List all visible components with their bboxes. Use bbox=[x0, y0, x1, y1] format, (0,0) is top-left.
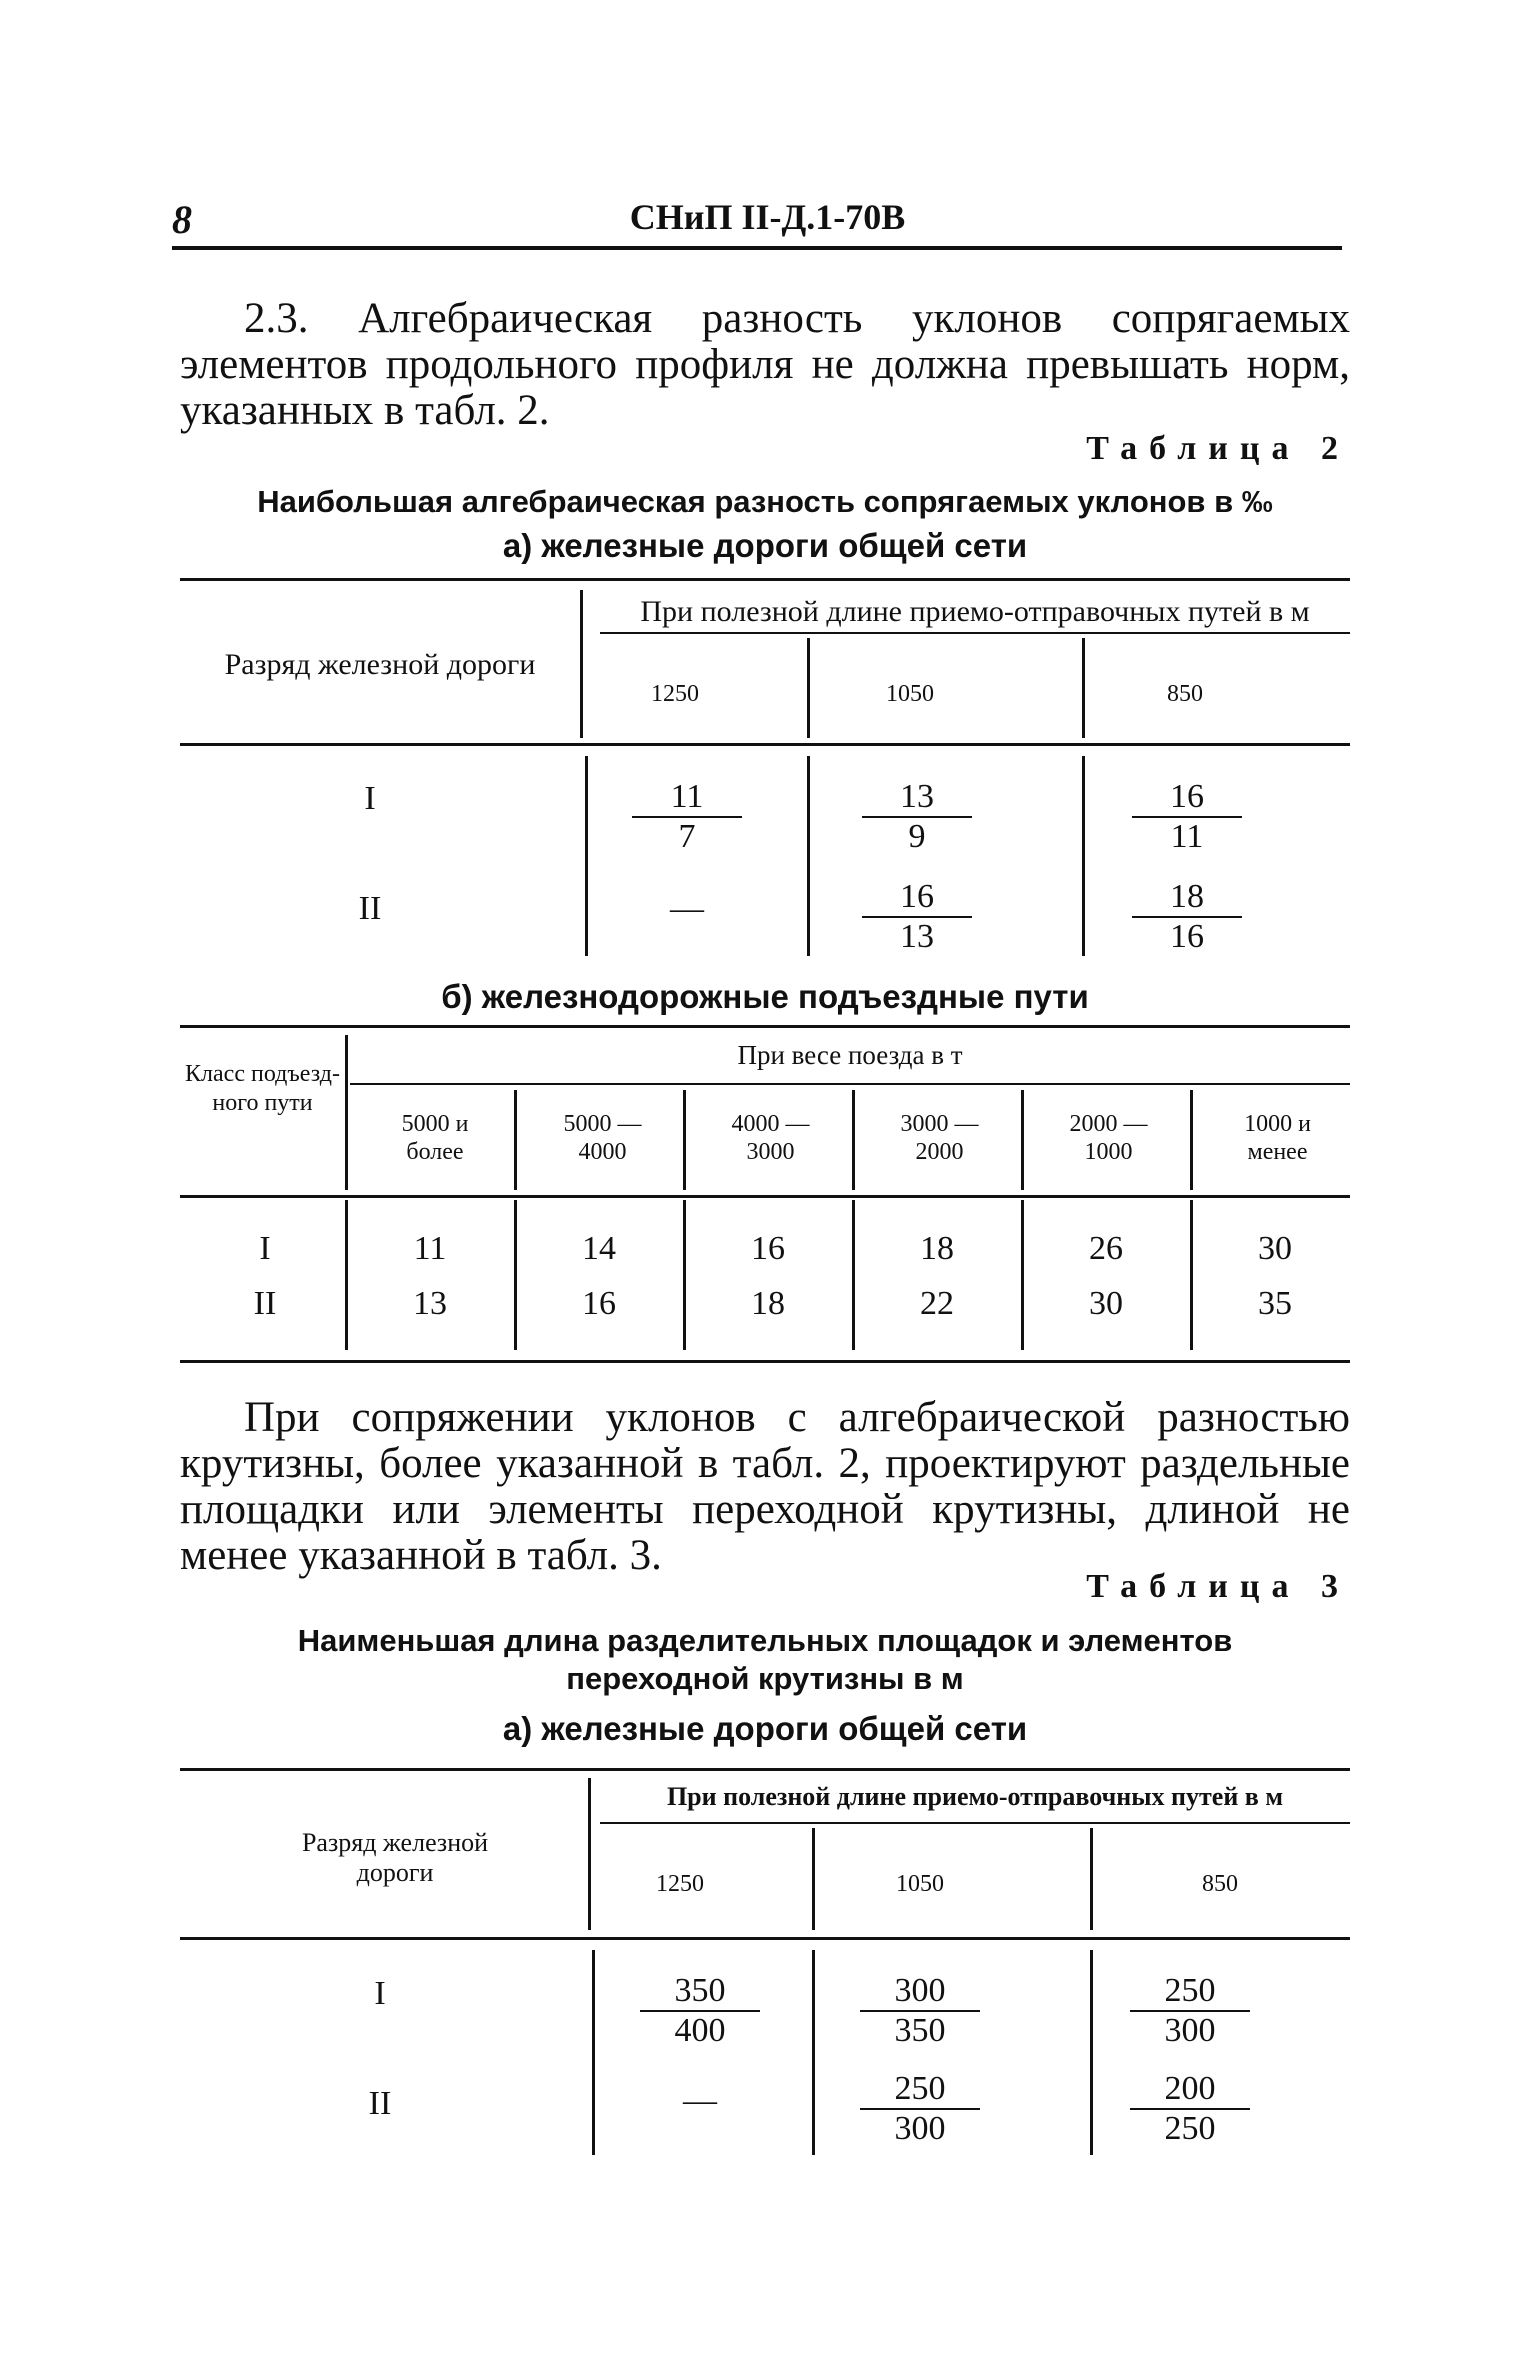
table-2a-fraction bbox=[862, 778, 972, 856]
table-2b-body-divider bbox=[1021, 1200, 1024, 1350]
paragraph-2-3 bbox=[180, 296, 1350, 434]
table-2b-col-header: 4000 — 3000 bbox=[731, 1111, 810, 1165]
fraction-numerator: 250 bbox=[860, 2070, 980, 2110]
fraction-denominator: 11 bbox=[1170, 818, 1204, 855]
table-2a-row-header: Разряд железной дороги bbox=[224, 648, 536, 681]
table-3a-header-rule bbox=[180, 1937, 1350, 1940]
table-2b-cell: 11 bbox=[413, 1230, 447, 1267]
fraction-numerator: 16 bbox=[862, 878, 972, 918]
table-3a-row-header: Разряд железной дороги bbox=[301, 1828, 489, 1887]
fraction-denominator: 7 bbox=[678, 818, 696, 855]
table-2b-body-divider bbox=[683, 1200, 686, 1350]
paragraph-transition-text: При сопряжении уклонов с алгебраической разностью крутизны, более указанной в табл. 2, проектируют раздельные площадки или элементы переходной крутизны, длиной не менее указанной в табл. 3. bbox=[180, 1394, 1350, 1579]
fraction-denominator: 350 bbox=[894, 2012, 946, 2049]
table-2b-body-divider bbox=[1190, 1200, 1193, 1350]
paragraph-transition bbox=[180, 1395, 1350, 1579]
fraction-numerator: 18 bbox=[1132, 878, 1242, 918]
table-2b-body-divider bbox=[852, 1200, 855, 1350]
fraction-numerator: 250 bbox=[1130, 1972, 1250, 2012]
table-2b-row-label: I bbox=[259, 1230, 271, 1267]
document-code: СНиП II-Д.1-70В bbox=[629, 197, 906, 237]
table-2b-row-label: II bbox=[253, 1285, 277, 1322]
table-3a-dash: — bbox=[683, 2082, 717, 2119]
table-3a-group-rule bbox=[600, 1822, 1350, 1824]
table-2a-fraction bbox=[862, 878, 972, 956]
table-3a-group-header: При полезной длине приемо-отправочных путей в м bbox=[666, 1782, 1284, 1811]
fraction-denominator: 400 bbox=[674, 2012, 726, 2049]
table-2b-subtitle: б) железнодорожные подъездные пути bbox=[441, 978, 1089, 1015]
fraction-denominator: 13 bbox=[900, 918, 934, 955]
table-3-title bbox=[180, 1622, 1350, 1698]
table-3a-subtitle: а) железные дороги общей сети bbox=[502, 1710, 1028, 1747]
fraction-numerator: 350 bbox=[640, 1972, 760, 2012]
table-2-title: Наибольшая алгебраическая разность сопрягаемых уклонов в ‰ bbox=[257, 484, 1273, 519]
table-2a-header-divider bbox=[580, 590, 583, 738]
table-2b-top-rule bbox=[180, 1025, 1350, 1028]
table-2b-group-header: При весе поезда в т bbox=[737, 1040, 963, 1070]
table-2b-row-header: Класс подъезд-ного пути bbox=[185, 1061, 340, 1116]
table-3a-col-header: 850 bbox=[1202, 1871, 1238, 1897]
fraction-denominator: 16 bbox=[1170, 918, 1204, 955]
table-3a-body-divider bbox=[812, 1950, 815, 2155]
table-2b-col-divider bbox=[683, 1090, 686, 1190]
table-2a-top-rule bbox=[180, 578, 1350, 581]
table-2b-cell: 16 bbox=[751, 1230, 785, 1267]
table-2a-col-header: 1050 bbox=[886, 681, 934, 707]
table-2a-col-header: 1250 bbox=[651, 681, 699, 707]
table-3a-fraction bbox=[860, 2070, 980, 2148]
paragraph-2-3-text: 2.3. Алгебраическая разность уклонов сопрягаемых элементов продольного профиля не должна превышать норм, указанных в табл. 2. bbox=[180, 295, 1350, 434]
table-3a-header-divider bbox=[588, 1778, 591, 1930]
table-3a-fraction bbox=[1130, 1972, 1250, 2050]
table-2b-col-header: 5000 и более bbox=[401, 1111, 469, 1165]
table-3-caption: Таблица 3 bbox=[1086, 1568, 1350, 1605]
table-3a-body-divider bbox=[1090, 1950, 1093, 2155]
fraction-denominator: 300 bbox=[1164, 2012, 1216, 2049]
fraction-denominator: 300 bbox=[894, 2110, 946, 2147]
table-2b-cell: 30 bbox=[1089, 1285, 1123, 1322]
table-2a-dash: — bbox=[670, 890, 704, 927]
table-2b-cell: 18 bbox=[751, 1285, 785, 1322]
table-2a-body-divider bbox=[1082, 756, 1085, 956]
table-2a-group-rule bbox=[600, 632, 1350, 634]
table-2b-group-rule bbox=[350, 1083, 1350, 1085]
table-3-title-line-1: Наименьшая длина разделительных площадок и элементов bbox=[297, 1623, 1233, 1658]
table-2a-row-label: I bbox=[364, 780, 376, 817]
table-2b-cell: 13 bbox=[413, 1285, 447, 1322]
table-2b-body-divider bbox=[345, 1200, 348, 1350]
table-2b-header-rule bbox=[180, 1195, 1350, 1198]
table-2b-cell: 22 bbox=[920, 1285, 954, 1322]
table-2b-cell: 30 bbox=[1258, 1230, 1292, 1267]
table-2b-col-header: 1000 и менее bbox=[1244, 1111, 1311, 1165]
table-2b-col-divider bbox=[1190, 1090, 1193, 1190]
table-2a-fraction bbox=[1132, 778, 1242, 856]
table-2-caption: Таблица 2 bbox=[1086, 430, 1350, 467]
table-2a-fraction bbox=[1132, 878, 1242, 956]
table-3a-body-divider bbox=[592, 1950, 595, 2155]
table-2b-header-divider bbox=[345, 1035, 348, 1190]
table-3a-col-divider bbox=[812, 1828, 815, 1930]
table-2b-body-divider bbox=[514, 1200, 517, 1350]
fraction-denominator: 250 bbox=[1164, 2110, 1216, 2147]
table-2b-cell: 35 bbox=[1258, 1285, 1292, 1322]
table-2a-fraction bbox=[632, 778, 742, 856]
table-2b-cell: 14 bbox=[582, 1230, 616, 1267]
table-3a-row-label: II bbox=[368, 2085, 392, 2122]
table-3a-fraction bbox=[860, 1972, 980, 2050]
fraction-denominator: 9 bbox=[908, 818, 926, 855]
table-3a-col-header: 1250 bbox=[656, 1871, 704, 1897]
table-2a-col-header: 850 bbox=[1167, 681, 1203, 707]
table-2b-col-header: 3000 — 2000 bbox=[900, 1111, 979, 1165]
table-2a-group-header: При полезной длине приемо-отправочных путей в м bbox=[640, 595, 1310, 628]
table-2b-col-divider bbox=[852, 1090, 855, 1190]
table-3a-fraction bbox=[640, 1972, 760, 2050]
table-3-title-line-2: переходной крутизны в м bbox=[566, 1661, 964, 1696]
table-2a-subtitle: а) железные дороги общей сети bbox=[502, 527, 1028, 564]
table-2b-col-divider bbox=[514, 1090, 517, 1190]
table-2b-cell: 18 bbox=[920, 1230, 954, 1267]
table-3a-fraction bbox=[1130, 2070, 1250, 2148]
page-number: 8 bbox=[172, 197, 192, 242]
table-2b-cell: 26 bbox=[1089, 1230, 1123, 1267]
table-3a-row-label: I bbox=[374, 1975, 386, 2012]
table-2a-row-label: II bbox=[358, 890, 382, 927]
table-3a-col-header: 1050 bbox=[896, 1871, 944, 1897]
fraction-numerator: 13 bbox=[862, 778, 972, 818]
table-3a-top-rule bbox=[180, 1768, 1350, 1771]
table-3a-col-divider bbox=[1090, 1828, 1093, 1930]
table-2a-body-divider bbox=[585, 756, 588, 956]
fraction-numerator: 300 bbox=[860, 1972, 980, 2012]
table-2a-col-divider bbox=[807, 638, 810, 738]
table-2b-bottom-rule bbox=[180, 1360, 1350, 1363]
table-2b-col-header: 5000 — 4000 bbox=[563, 1111, 642, 1165]
header-rule bbox=[172, 246, 1342, 250]
table-2a-header-rule bbox=[180, 743, 1350, 746]
fraction-numerator: 11 bbox=[632, 778, 742, 818]
table-2b-cell: 16 bbox=[582, 1285, 616, 1322]
table-2b-col-divider bbox=[1021, 1090, 1024, 1190]
table-2a-body-divider bbox=[807, 756, 810, 956]
fraction-numerator: 16 bbox=[1132, 778, 1242, 818]
table-2a-col-divider bbox=[1082, 638, 1085, 738]
fraction-numerator: 200 bbox=[1130, 2070, 1250, 2110]
table-2b-col-header: 2000 — 1000 bbox=[1069, 1111, 1148, 1165]
